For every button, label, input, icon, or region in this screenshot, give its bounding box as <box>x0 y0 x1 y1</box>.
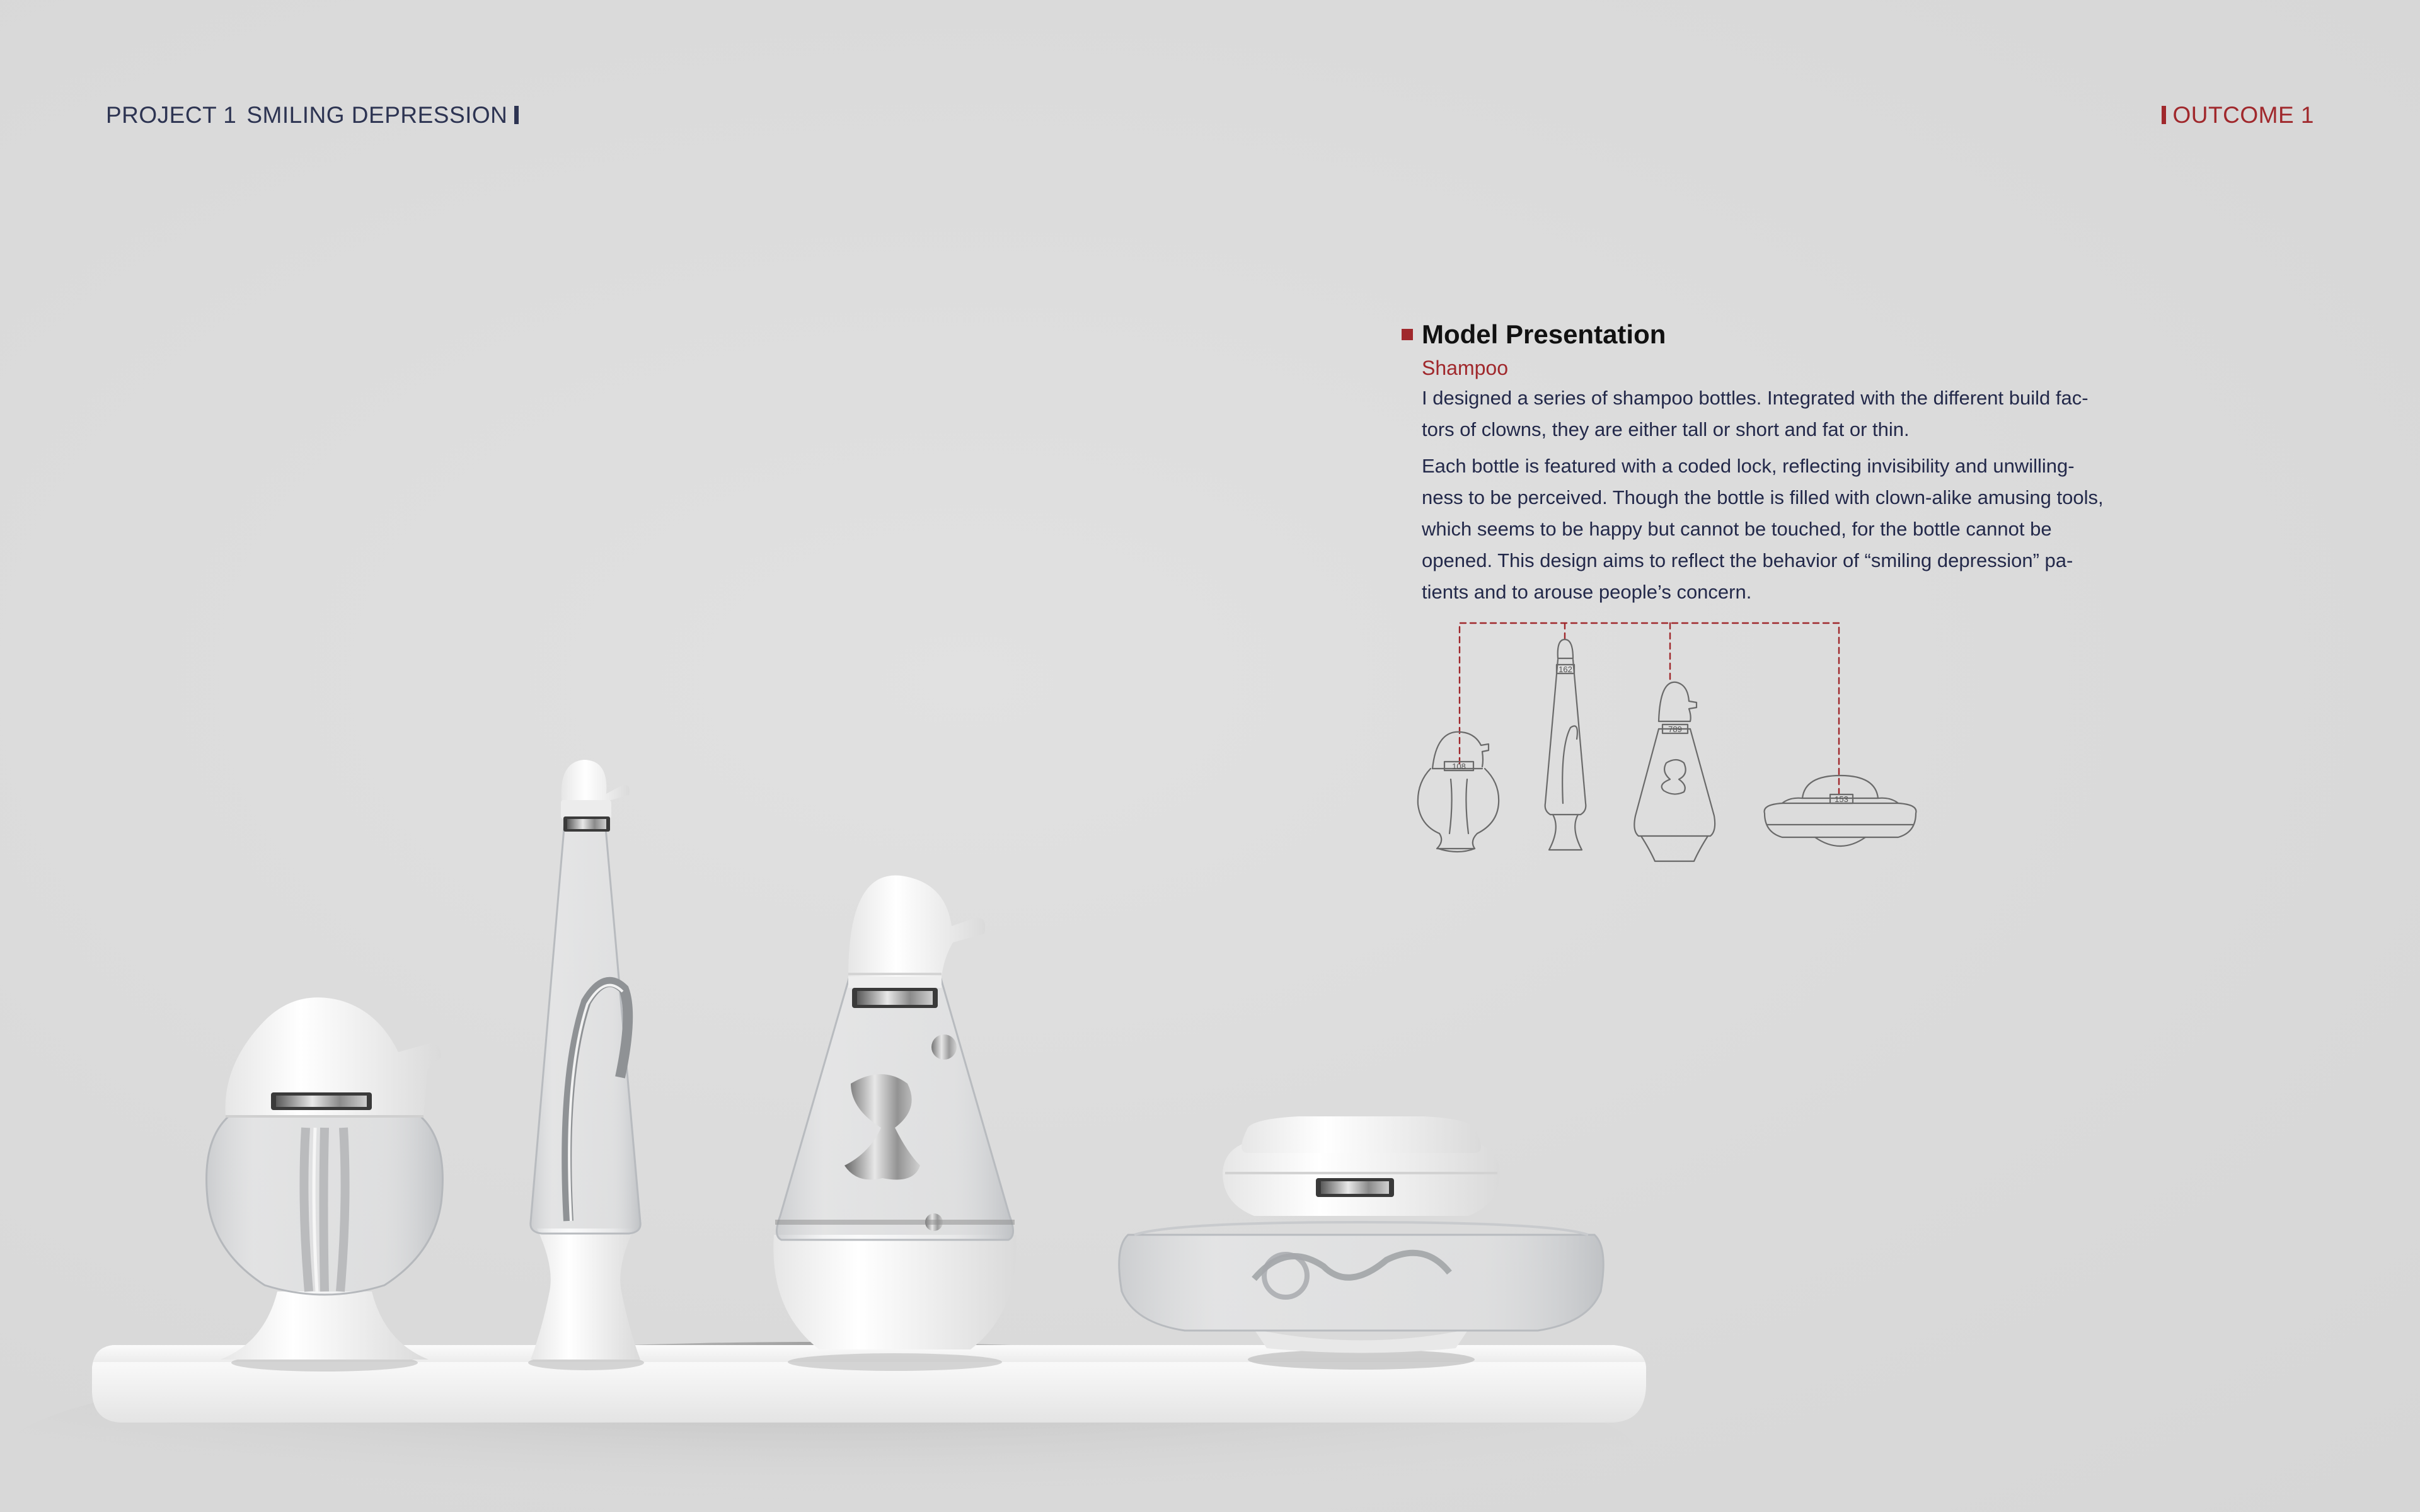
project-number: PROJECT 1 <box>106 102 237 128</box>
outcome-label: OUTCOME 1 <box>2172 102 2314 128</box>
sketch-bottle-4 <box>1765 776 1916 846</box>
paragraph-line: tients and to arouse people’s concern. <box>1422 581 1752 603</box>
product-render <box>0 724 1702 1512</box>
vertical-bar-icon <box>2162 106 2166 124</box>
paragraph-line: opened. This design aims to reflect the behavior of “smiling depression” pa- <box>1422 549 2073 571</box>
bottle-4 <box>1119 1116 1603 1370</box>
sketch-lock-code-3: 789 <box>1668 724 1682 734</box>
project-title: SMILING DEPRESSION <box>246 102 508 128</box>
section-title-row <box>1422 318 2165 353</box>
paragraph-line: tors of clowns, they are either tall or short and fat or thin. <box>1422 418 1910 440</box>
sketch-lock-code-4: 153 <box>1835 794 1848 804</box>
header-right <box>2162 102 2314 129</box>
sketch-lock-code-1: 108 <box>1452 762 1466 771</box>
vertical-bar-icon <box>514 106 519 124</box>
section-subtitle: Shampoo <box>1422 357 1508 379</box>
model-presentation-text <box>1422 318 2165 608</box>
paragraph-line: ness to be perceived. Though the bottle is filled with clown-alike amusing tools, <box>1422 486 2104 508</box>
square-bullet-icon <box>1402 329 1413 340</box>
paragraph-line: Each bottle is featured with a coded lock, reflecting invisibility and unwilling- <box>1422 455 2075 477</box>
header-left <box>106 102 519 129</box>
paragraph-line: I designed a series of shampoo bottles. Integrated with the different build fac- <box>1422 387 2089 409</box>
section-title: Model Presentation <box>1422 319 1666 349</box>
paragraph-line: which seems to be happy but cannot be touched, for the bottle cannot be <box>1422 518 2052 540</box>
paragraph-1 <box>1422 382 2165 445</box>
bottle-2 <box>528 760 644 1370</box>
paragraph-2 <box>1422 450 2165 608</box>
sketch-lock-code-2: 162 <box>1559 665 1572 674</box>
bottle-1 <box>207 997 443 1372</box>
bottle-3 <box>773 875 1016 1371</box>
